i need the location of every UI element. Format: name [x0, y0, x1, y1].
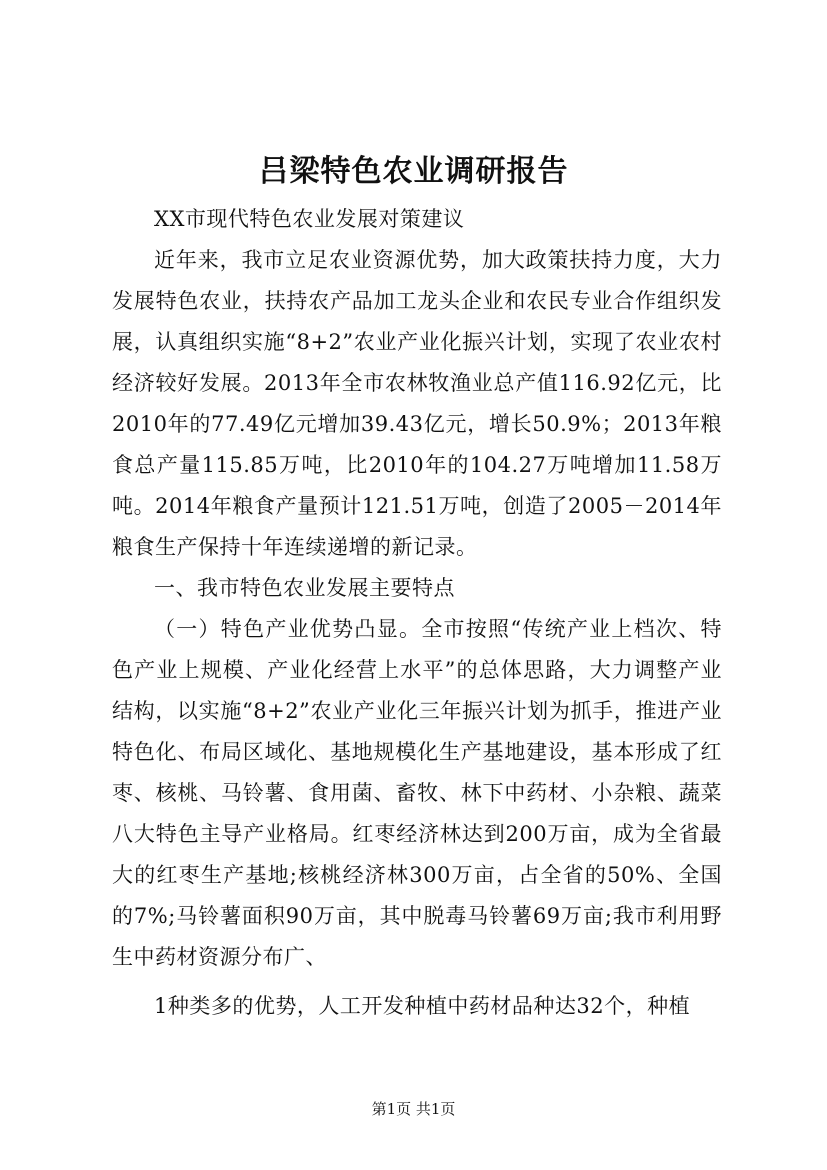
- paragraph-features: （一）特色产业优势凸显。全市按照“传统产业上档次、特色产业上规模、产业化经营上水平”的总体思路，大力调整产业结构，以实施“8+2”农业产业化三年振兴计划为抓手，推进产业特色化、布局区域化、基地规模化生产基地建设，基本形成了红枣、核桃、马铃薯、食用菌、畜牧、林下中药材、小杂粮、蔬菜八大特色主导产业格局。红枣经济林达到200万亩，成为全省最大的红枣生产基地;核桃经济林300万亩，占全省的50%、全国的7%;马铃薯面积90万亩，其中脱毒马铃薯69万亩;我市利用野生中药材资源分布广、: [112, 617, 722, 969]
- document-subtitle: XX市现代特色农业发展对策建议: [154, 207, 465, 231]
- paragraph-intro: 近年来，我市立足农业资源优势，加大政策扶持力度，大力发展特色农业，扶持农产品加工龙头企业和农民专业合作组织发展，认真组织实施“8+2”农业产业化振兴计划，实现了农业农村经济较好发展。2013年全市农林牧渔业总产值116.92亿元，比2010年的77.49亿元增加39.43亿元，增长50.9%；2013年粮食总产量115.85万吨，比2010年的104.27万吨增加11.58万吨。2014年粮食产量预计121.51万吨，创造了2005－2014年粮食生产保持十年连续递增的新记录。: [112, 248, 722, 559]
- page-footer: 第1页 共1页: [371, 1100, 456, 1118]
- section-heading: 一、我市特色农业发展主要特点: [154, 576, 455, 600]
- document-body: [112, 199, 722, 1027]
- paragraph-continuation: 1种类多的优势，人工开发种植中药材品种达32个，种植: [154, 994, 691, 1018]
- document-title: 吕梁特色农业调研报告: [258, 154, 569, 189]
